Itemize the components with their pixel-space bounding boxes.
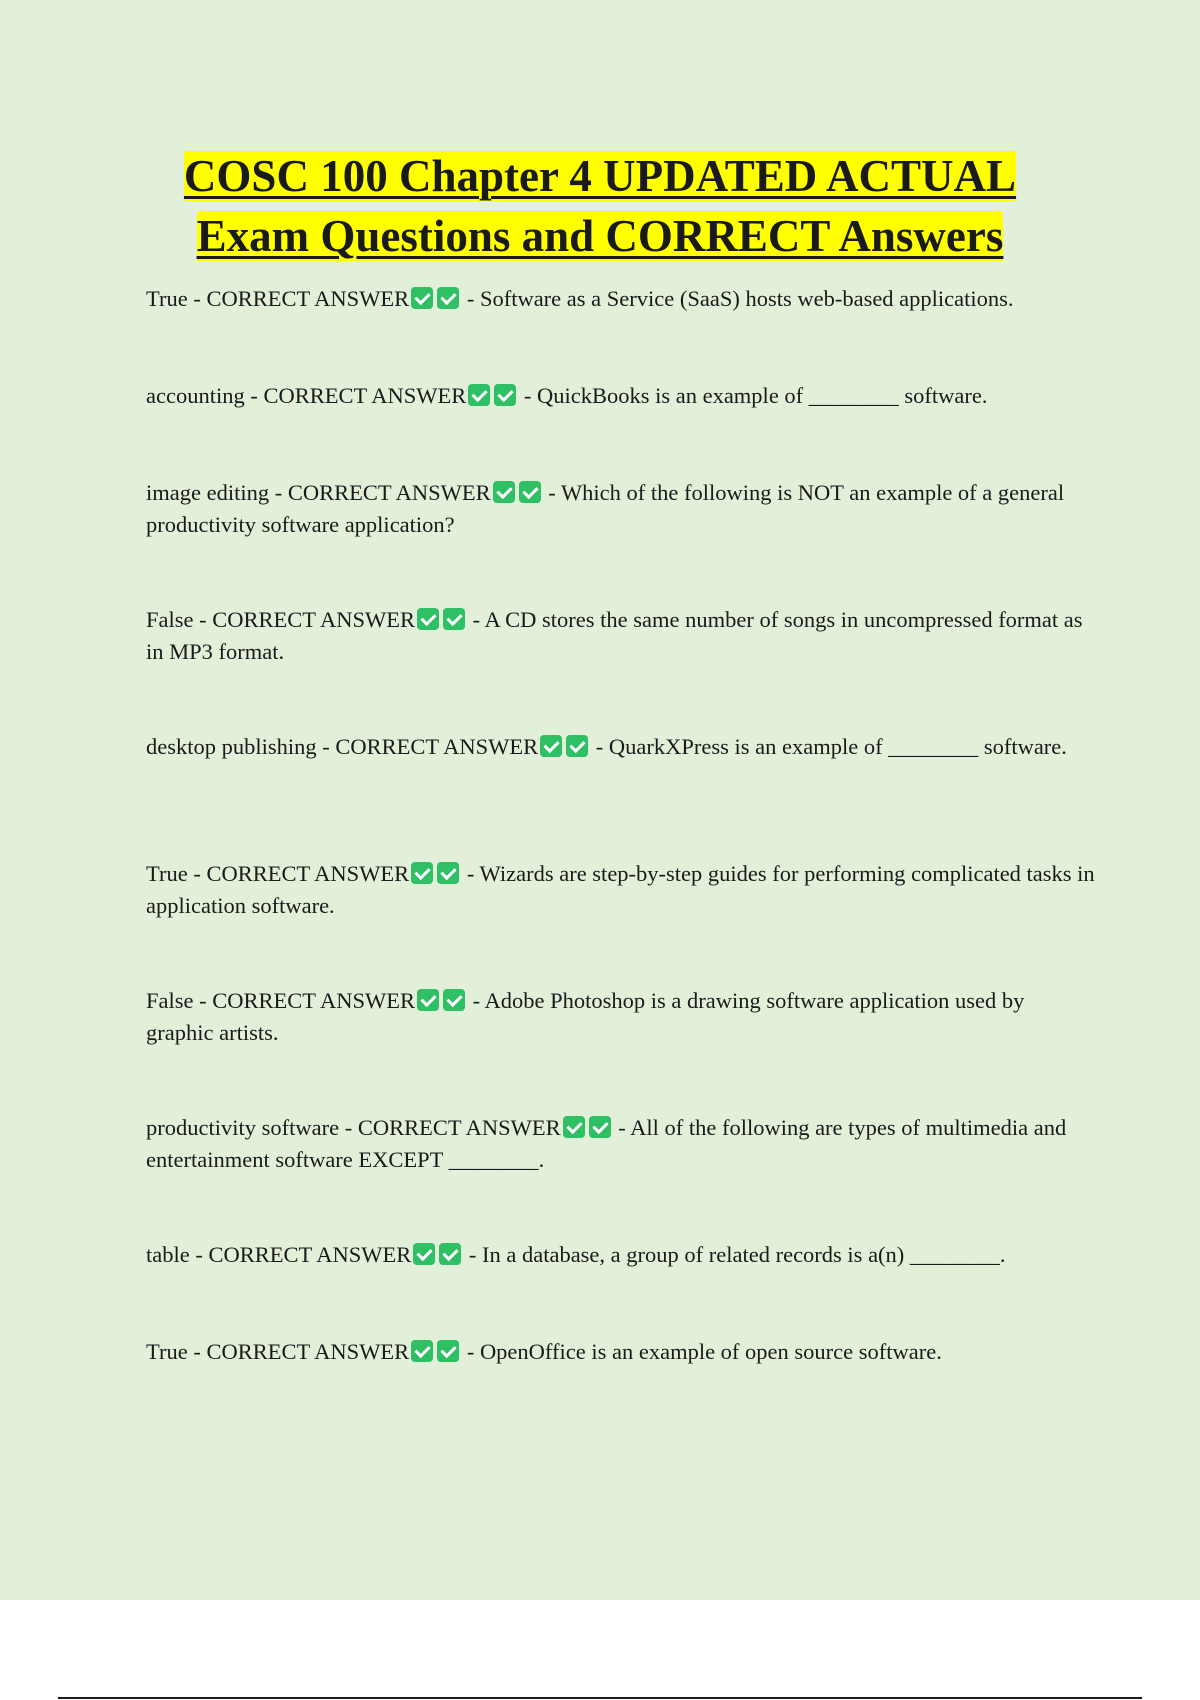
qa-entry: image editing - CORRECT ANSWER - Which of the following is NOT an example of a general productivity software application? [146,480,1065,537]
answer-text: accounting [146,383,245,408]
document-title [0,146,1200,266]
correct-answer-label: CORRECT ANSWER [206,286,410,311]
answer-text: desktop publishing [146,734,317,759]
question-text: QuickBooks is an example of ________ software. [536,383,988,408]
qa-entry: desktop publishing - CORRECT ANSWER - QuarkXPress is an example of ________ software. [146,734,1067,759]
green-checkbox-icon [417,608,439,630]
answer-text: True [146,1339,188,1364]
green-checkbox-icon [437,1340,459,1362]
question-text: In a database, a group of related records is a(n) ________. [481,1242,1006,1267]
title-line-1: COSC 100 Chapter 4 UPDATED ACTUAL [183,151,1017,201]
green-checkbox-icon [493,481,515,503]
green-checkbox-icon [494,384,516,406]
question-text: A CD stores the same number of songs in uncompressed format as in MP3 format. [146,607,1083,664]
qa-entry: True - CORRECT ANSWER - OpenOffice is an example of open source software. [146,1339,942,1364]
qa-entry: False - CORRECT ANSWER - Adobe Photoshop is a drawing software application used by graphic artists. [146,988,1025,1045]
correct-answer-label: CORRECT ANSWER [212,988,415,1013]
answer-text: False [146,988,194,1013]
answer-text: True [146,861,188,886]
question-text: Wizards are step-by-step guides for performing complicated tasks in application software. [146,861,1095,918]
green-checkbox-icon [411,862,433,884]
green-checkbox-icon [439,1243,461,1265]
correct-answer-label: CORRECT ANSWER [287,480,491,505]
green-checkbox-icon [413,1243,435,1265]
title-line-2: Exam Questions and CORRECT Answers [196,211,1004,261]
qa-entry: False - CORRECT ANSWER - A CD stores the same number of songs in uncompressed format as in MP3 format. [146,607,1083,664]
question-text: OpenOffice is an example of open source software. [479,1339,942,1364]
question-text: All of the following are types of multimedia and entertainment software EXCEPT ________. [146,1115,1067,1172]
green-checkbox-icon [443,989,465,1011]
qa-entry: True - CORRECT ANSWER - Wizards are step-by-step guides for performing complicated tasks in application software. [146,861,1095,918]
question-text: Which of the following is NOT an example of a general productivity software application? [146,480,1065,537]
correct-answer-label: CORRECT ANSWER [206,1339,410,1364]
answer-text: image editing [146,480,270,505]
green-checkbox-icon [411,287,433,309]
answer-text: True [146,286,188,311]
correct-answer-label: CORRECT ANSWER [263,383,467,408]
green-checkbox-icon [589,1116,611,1138]
qa-entry: True - CORRECT ANSWER - Software as a Service (SaaS) hosts web-based applications. [146,286,1014,311]
qa-entry: table - CORRECT ANSWER - In a database, a group of related records is a(n) ________. [146,1242,1006,1267]
question-text: QuarkXPress is an example of ________ software. [608,734,1067,759]
green-checkbox-icon [411,1340,433,1362]
correct-answer-label: CORRECT ANSWER [208,1242,412,1267]
green-checkbox-icon [563,1116,585,1138]
question-text: Software as a Service (SaaS) hosts web-based applications. [479,286,1014,311]
footer-divider [58,1697,1142,1699]
qa-entry: accounting - CORRECT ANSWER - QuickBooks is an example of ________ software. [146,383,988,408]
green-checkbox-icon [417,989,439,1011]
answer-text: False [146,607,194,632]
correct-answer-label: CORRECT ANSWER [206,861,410,886]
correct-answer-label: CORRECT ANSWER [357,1115,561,1140]
correct-answer-label: CORRECT ANSWER [335,734,539,759]
green-checkbox-icon [443,608,465,630]
green-checkbox-icon [437,287,459,309]
answer-text: table [146,1242,190,1267]
answer-text: productivity software [146,1115,340,1140]
green-checkbox-icon [540,735,562,757]
green-checkbox-icon [519,481,541,503]
question-text: Adobe Photoshop is a drawing software application used by graphic artists. [146,988,1025,1045]
green-checkbox-icon [468,384,490,406]
qa-entry: productivity software - CORRECT ANSWER - All of the following are types of multimedia and entertainment software EXCEPT ________. [146,1115,1067,1172]
green-checkbox-icon [437,862,459,884]
correct-answer-label: CORRECT ANSWER [212,607,415,632]
green-checkbox-icon [566,735,588,757]
